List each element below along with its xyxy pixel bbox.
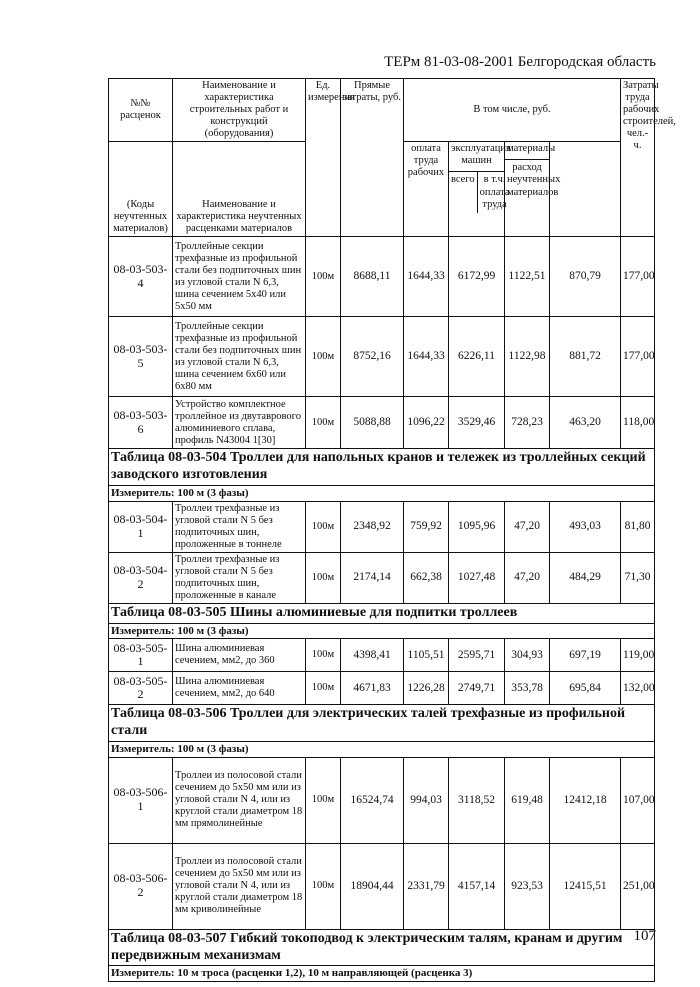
labor-pay-cell: 1644,33 (404, 237, 449, 317)
table-row (109, 843, 655, 929)
labor-hours-cell: 177,00 (621, 317, 655, 397)
work-name-cell: Шина алюминиевая сечением, мм2, до 360 (173, 639, 306, 672)
labor-pay-cell: 1644,33 (404, 317, 449, 397)
machine-cost-cell: 3118,52 (449, 757, 505, 843)
col-unit-header: Ед. измерения (306, 79, 341, 237)
material-cost-cell: 695,84 (550, 672, 621, 705)
work-name-cell: Устройство комплектное троллейное из двутаврового алюминиевого сплава, профиль N43004 1[30] (173, 397, 306, 449)
work-name-cell: Троллейные секции трехфазные из профильной стали без подпиточных шин из угловой стали N 6,3, шина сечением 6х60 или 6х80 мм (173, 317, 306, 397)
labor-hours-cell: 107,00 (621, 757, 655, 843)
material-cost-cell: 697,19 (550, 639, 621, 672)
labor-pay-cell: 1226,28 (404, 672, 449, 705)
work-name-cell: Троллеи из полосовой стали сечением до 5х50 мм или из угловой стали N 4, или из круглой стали диаметром 18 мм криволинейные (173, 843, 306, 929)
labor-hours-cell: 132,00 (621, 672, 655, 705)
labor-pay-cell: 759,92 (404, 501, 449, 552)
unit-cell: 100м (306, 672, 341, 705)
unit-cell: 100м (306, 552, 341, 603)
work-name-cell: Троллейные секции трехфазные из профильной стали без подпиточных шин из угловой стали N 6,3, шина сечением 5х40 или 5х50 мм (173, 237, 306, 317)
material-cost-cell: 881,72 (550, 317, 621, 397)
machine-cost-cell: 1027,48 (449, 552, 505, 603)
labor-pay-cell: 662,38 (404, 552, 449, 603)
table-506-title: Таблица 08-03-506 Троллеи для электрических талей трехфазные из профильной стали (109, 705, 655, 742)
col-materials-header (505, 142, 561, 237)
machine-labor-pay-cell: 304,93 (505, 639, 550, 672)
col-codes-sub: (Коды неучтенных материалов) (109, 142, 173, 237)
materials-label: материалы (507, 143, 556, 155)
table-row (109, 237, 655, 317)
machine-labor-pay-cell: 1122,98 (505, 317, 550, 397)
materials-cost: расход неучтенных материалов (505, 159, 549, 200)
table-row (109, 501, 655, 552)
direct-cost-cell: 16524,74 (341, 757, 404, 843)
labor-hours-cell: 251,00 (621, 843, 655, 929)
rate-code-cell: 08-03-503-4 (109, 237, 173, 317)
labor-pay-cell: 1096,22 (404, 397, 449, 449)
labor-pay-cell: 994,03 (404, 757, 449, 843)
machine-cost-cell: 3529,46 (449, 397, 505, 449)
labor-hours-cell: 118,00 (621, 397, 655, 449)
incl-header: В том числе, руб. (404, 79, 621, 142)
col-codes-header: №№ расценок (109, 79, 173, 142)
unit-cell: 100м (306, 639, 341, 672)
machine-labor-pay-cell: 1122,51 (505, 237, 550, 317)
labor-hours-cell: 177,00 (621, 237, 655, 317)
machines-all: всего (449, 172, 478, 212)
rate-code-cell: 08-03-503-6 (109, 397, 173, 449)
rows-table-505 (109, 639, 655, 705)
col-name-sub: Наименование и характеристика неучтенных расценками материалов (173, 142, 306, 237)
rate-code-cell: 08-03-504-1 (109, 501, 173, 552)
labor-pay-cell: 2331,79 (404, 843, 449, 929)
unit-cell: 100м (306, 397, 341, 449)
direct-cost-cell: 4398,41 (341, 639, 404, 672)
unit-cell: 100м (306, 237, 341, 317)
machine-cost-cell: 4157,14 (449, 843, 505, 929)
machines-label: эксплуатация машин (451, 143, 511, 167)
col-direct-header: Прямые затраты, руб. (341, 79, 404, 237)
machine-cost-cell: 6172,99 (449, 237, 505, 317)
page-header: ТЕРм 81-03-08-2001 Белгородская область (384, 54, 656, 70)
table-505-title: Таблица 08-03-505 Шины алюминиевые для подпитки троллеев (109, 604, 655, 624)
direct-cost-cell: 5088,88 (341, 397, 404, 449)
table-506-measure: Измеритель: 100 м (3 фазы) (109, 742, 655, 758)
material-cost-cell: 463,20 (550, 397, 621, 449)
rate-code-cell: 08-03-503-5 (109, 317, 173, 397)
table-row (109, 552, 655, 603)
rate-code-cell: 08-03-505-1 (109, 639, 173, 672)
machine-labor-pay-cell: 923,53 (505, 843, 550, 929)
labor-hours-cell: 81,80 (621, 501, 655, 552)
labor-pay-cell: 1105,51 (404, 639, 449, 672)
table-507-title: Таблица 08-03-507 Гибкий токоподвод к электрическим талям, кранам и другим передвижным механизмам (109, 929, 655, 966)
unit-cell: 100м (306, 317, 341, 397)
machine-cost-cell: 1095,96 (449, 501, 505, 552)
material-cost-cell: 12412,18 (550, 757, 621, 843)
material-cost-cell: 484,29 (550, 552, 621, 603)
machine-labor-pay-cell: 619,48 (505, 757, 550, 843)
work-name-cell: Шина алюминиевая сечением, мм2, до 640 (173, 672, 306, 705)
direct-cost-cell: 2348,92 (341, 501, 404, 552)
rate-code-cell: 08-03-506-2 (109, 843, 173, 929)
unit-cell: 100м (306, 757, 341, 843)
table-row (109, 397, 655, 449)
direct-cost-cell: 4671,83 (341, 672, 404, 705)
work-name-cell: Троллеи трехфазные из угловой стали N 5 без подпиточных шин, проложенные в тоннеле (173, 501, 306, 552)
work-name-cell: Троллеи из полосовой стали сечением до 5х50 мм или из угловой стали N 4, или из круглой стали диаметром 18 мм прямолинейные (173, 757, 306, 843)
price-table (108, 78, 676, 982)
table-505-measure: Измеритель: 100 м (3 фазы) (109, 623, 655, 639)
page-number: 107 (633, 928, 656, 944)
material-cost-cell: 870,79 (550, 237, 621, 317)
material-cost-cell: 12415,51 (550, 843, 621, 929)
unit-cell: 100м (306, 501, 341, 552)
col-labor-header: Затраты труда рабочих строителей, чел.-ч. (621, 79, 655, 237)
table-507-measure: Измеритель: 10 м троса (расценки 1,2), 10 м направляющей (расценка 3) (109, 966, 655, 982)
machine-labor-pay-cell: 353,78 (505, 672, 550, 705)
machine-cost-cell: 2595,71 (449, 639, 505, 672)
col-machines-header (449, 142, 511, 237)
rows-table-506 (109, 757, 655, 929)
col-name-header: Наименование и характеристика строительных работ и конструкций (оборудования) (173, 79, 306, 142)
labor-hours-cell: 119,00 (621, 639, 655, 672)
labor-hours-cell: 71,30 (621, 552, 655, 603)
direct-cost-cell: 18904,44 (341, 843, 404, 929)
direct-cost-cell: 8752,16 (341, 317, 404, 397)
table-row (109, 672, 655, 705)
direct-cost-cell: 8688,11 (341, 237, 404, 317)
table-row (109, 317, 655, 397)
machine-cost-cell: 2749,71 (449, 672, 505, 705)
machine-labor-pay-cell: 47,20 (505, 552, 550, 603)
machines-incl-pay: в т.ч. оплата труда (479, 174, 510, 210)
rows-table-504 (109, 501, 655, 604)
material-cost-cell: 493,03 (550, 501, 621, 552)
col-pay-header: оплата труда рабочих (404, 142, 449, 237)
rate-code-cell: 08-03-505-2 (109, 672, 173, 705)
table-504-title: Таблица 08-03-504 Троллеи для напольных кранов и тележек из троллейных секций заводского изготовления (109, 449, 655, 486)
table-504-measure: Измеритель: 100 м (3 фазы) (109, 485, 655, 501)
machine-cost-cell: 6226,11 (449, 317, 505, 397)
machine-labor-pay-cell: 47,20 (505, 501, 550, 552)
direct-cost-cell: 2174,14 (341, 552, 404, 603)
machine-labor-pay-cell: 728,23 (505, 397, 550, 449)
rows-table-503 (109, 237, 655, 449)
unit-cell: 100м (306, 843, 341, 929)
rate-code-cell: 08-03-506-1 (109, 757, 173, 843)
table-row (109, 639, 655, 672)
work-name-cell: Троллеи трехфазные из угловой стали N 5 без подпиточных шин, проложенные в канале (173, 552, 306, 603)
table-row (109, 757, 655, 843)
rate-code-cell: 08-03-504-2 (109, 552, 173, 603)
